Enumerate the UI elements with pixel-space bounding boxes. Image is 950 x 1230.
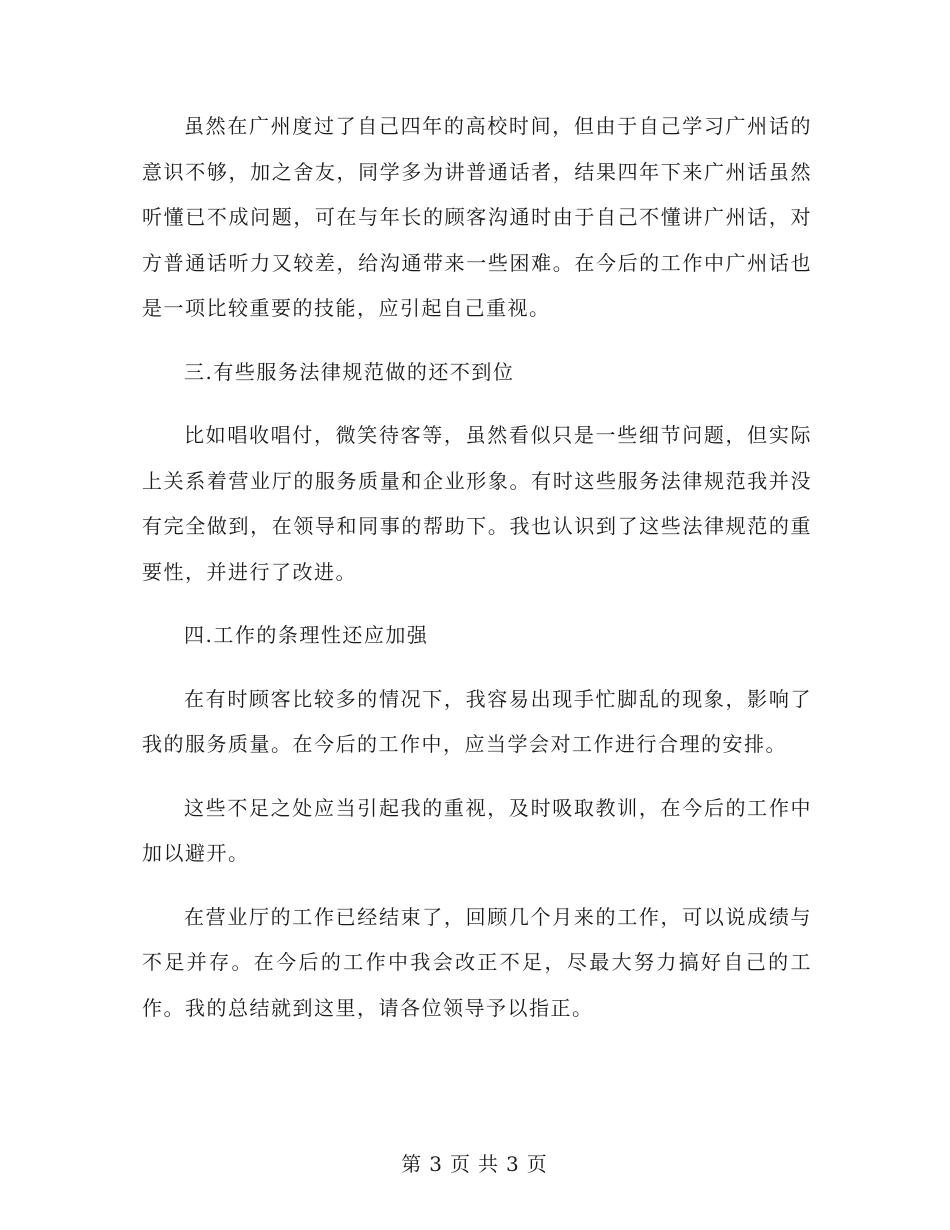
paragraph-service-standards: 比如唱收唱付，微笑待客等，虽然看似只是一些细节问题，但实际上关系着营业厅的服务质量和企业形象。有时这些服务法律规范我并没有完全做到，在领导和同事的帮助下。我也认识到了这些法律规范的重要性，并进行了改进。 bbox=[142, 423, 812, 584]
paragraph-lessons: 这些不足之处应当引起我的重视，及时吸取教训，在今后的工作中加以避开。 bbox=[142, 795, 812, 865]
paragraph-conclusion: 在营业厅的工作已经结束了，回顾几个月来的工作，可以说成绩与不足并存。在今后的工作中我会改正不足，尽最大努力搞好自己的工作。我的总结就到这里，请各位领导予以指正。 bbox=[142, 904, 812, 1020]
footer-current-page: 3 bbox=[429, 1152, 444, 1176]
section-heading-4: 四.工作的条理性还应加强 bbox=[184, 623, 429, 647]
footer-suffix: 页 bbox=[526, 1152, 549, 1176]
document-body bbox=[142, 104, 812, 1049]
paragraph-cantonese-skill: 虽然在广州度过了自己四年的高校时间，但由于自己学习广州话的意识不够，加之舍友，同学多为讲普通话者，结果四年下来广州话虽然听懂已不成问题，可在与年长的顾客沟通时由于自己不懂讲广州话，对方普通话听力又较差，给沟通带来一些困难。在今后的工作中广州话也是一项比较重要的技能，应引起自己重视。 bbox=[142, 114, 812, 320]
paragraph-work-organization: 在有时顾客比较多的情况下，我容易出现手忙脚乱的现象，影响了我的服务质量。在今后的工作中，应当学会对工作进行合理的安排。 bbox=[142, 686, 812, 756]
footer-total-pages: 3 bbox=[506, 1152, 521, 1176]
footer-prefix: 第 bbox=[401, 1152, 424, 1176]
footer-page-word: 页 bbox=[450, 1152, 472, 1176]
section-heading-3: 三.有些服务法律规范做的还不到位 bbox=[184, 359, 515, 384]
footer-total-word: 共 bbox=[478, 1152, 500, 1176]
page-footer bbox=[0, 1148, 950, 1177]
